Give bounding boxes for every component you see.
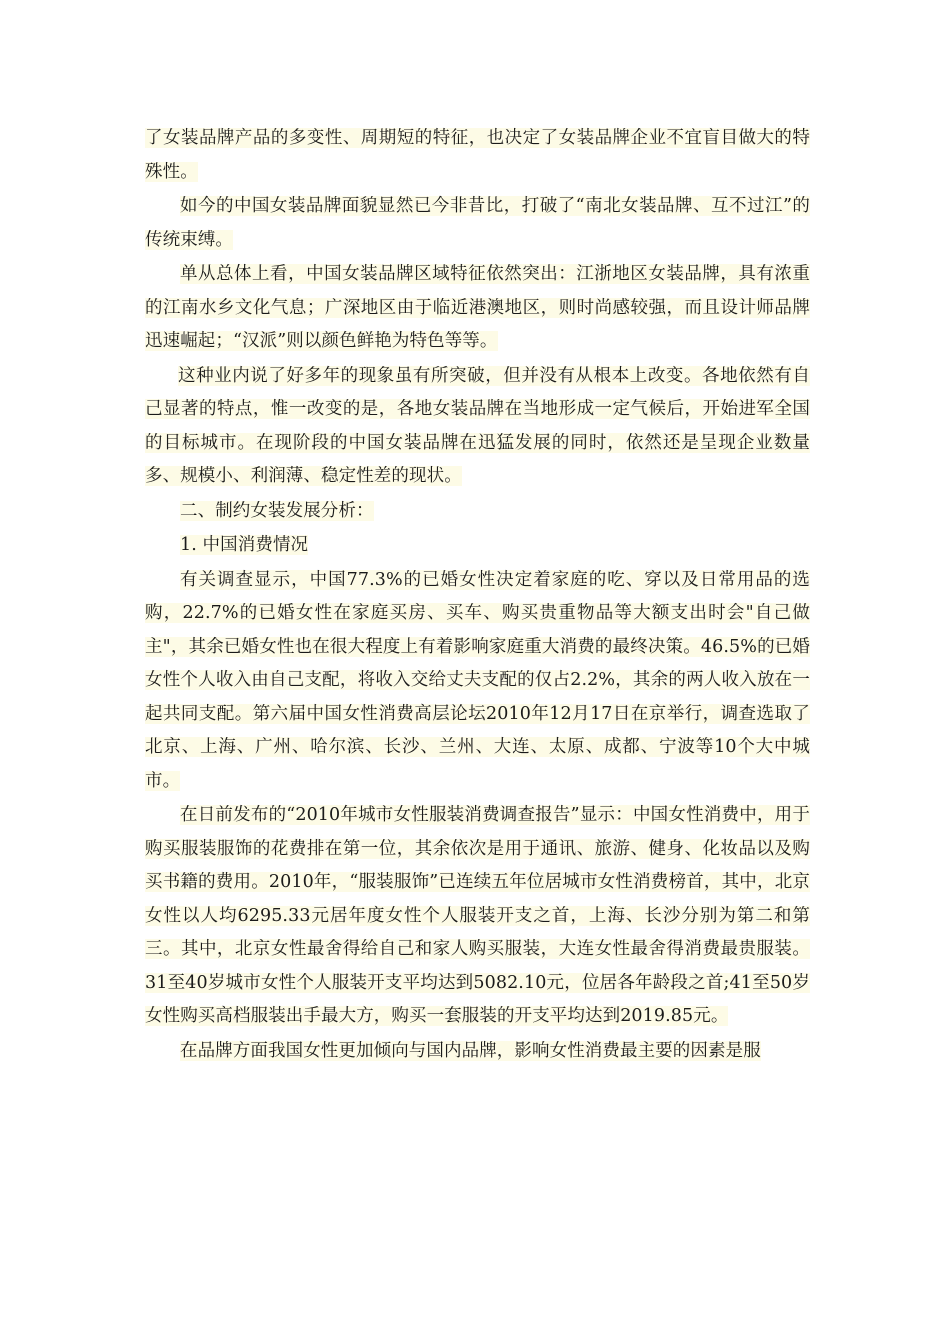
paragraph-text: 在品牌方面我国女性更加倾向与国内品牌，影响女性消费最主要的因素是服 — [180, 1040, 761, 1061]
paragraph — [145, 258, 810, 359]
section-heading — [145, 495, 810, 529]
paragraph-text: 了女装品牌产品的多变性、周期短的特征，也决定了女装品牌企业不宜盲目做大的特殊性。 — [145, 128, 810, 182]
paragraph-text: 如今的中国女装品牌面貌显然已今非昔比，打破了“南北女装品牌、互不过江”的传统束缚。 — [145, 196, 810, 250]
paragraph — [145, 360, 810, 494]
paragraph — [145, 799, 810, 1034]
paragraph-text: 单从总体上看，中国女装品牌区域特征依然突出：江浙地区女装品牌，具有浓重的江南水乡文化气息；广深地区由于临近港澳地区，则时尚感较强，而且设计师品牌迅速崛起；“汉派”则以颜色鲜艳为特色等等。 — [145, 264, 810, 351]
paragraph — [145, 564, 810, 799]
heading-text: 二、制约女装发展分析： — [180, 500, 374, 521]
paragraph-text: 这种业内说了好多年的现象虽有所突破，但并没有从根本上改变。各地依然有自己显著的特点，惟一改变的是，各地女装品牌在当地形成一定气候后，开始进军全国的目标城市。在现阶段的中国女装品牌在迅猛发展的同时，依然还是呈现企业数量多、规模小、利润薄、稳定性差的现状。 — [145, 365, 810, 486]
heading-text: 1. 中国消费情况 — [180, 535, 309, 555]
document-page — [145, 122, 810, 1068]
paragraph — [145, 190, 810, 257]
paragraph-text: 有关调查显示，中国77.3%的已婚女性决定着家庭的吃、穿以及日常用品的选购，22.7%的已婚女性在家庭买房、买车、购买贵重物品等大额支出时会"自己做主"，其余已婚女性也在很大程度上有着影响家庭重大消费的最终决策。46.5%的已婚女性个人收入由自己支配，将收入交给丈夫支配的仅占2.2%，其余的两人收入放在一起共同支配。第六届中国女性消费高层论坛2010年12月17日在京举行，调查选取了北京、上海、广州、哈尔滨、长沙、兰州、大连、太原、成都、宁波等10个大中城市。 — [145, 569, 810, 791]
paragraph-continuation — [145, 122, 810, 189]
paragraph — [145, 1035, 810, 1069]
subsection-heading — [145, 529, 810, 563]
paragraph-text: 在日前发布的“2010年城市女性服装消费调查报告”显示：中国女性消费中，用于购买服装服饰的花费排在第一位，其余依次是用于通讯、旅游、健身、化妆品以及购买书籍的费用。2010年，“服装服饰”已连续五年位居城市女性消费榜首，其中，北京女性以人均6295.33元居年度女性个人服装开支之首，上海、长沙分别为第二和第三。其中，北京女性最舍得给自己和家人购买服装，大连女性最舍得消费最贵服装。31至40岁城市女性个人服装开支平均达到5082.10元，位居各年龄段之首;41至50岁女性购买高档服装出手最大方，购买一套服装的开支平均达到2019.85元。 — [145, 805, 810, 1026]
